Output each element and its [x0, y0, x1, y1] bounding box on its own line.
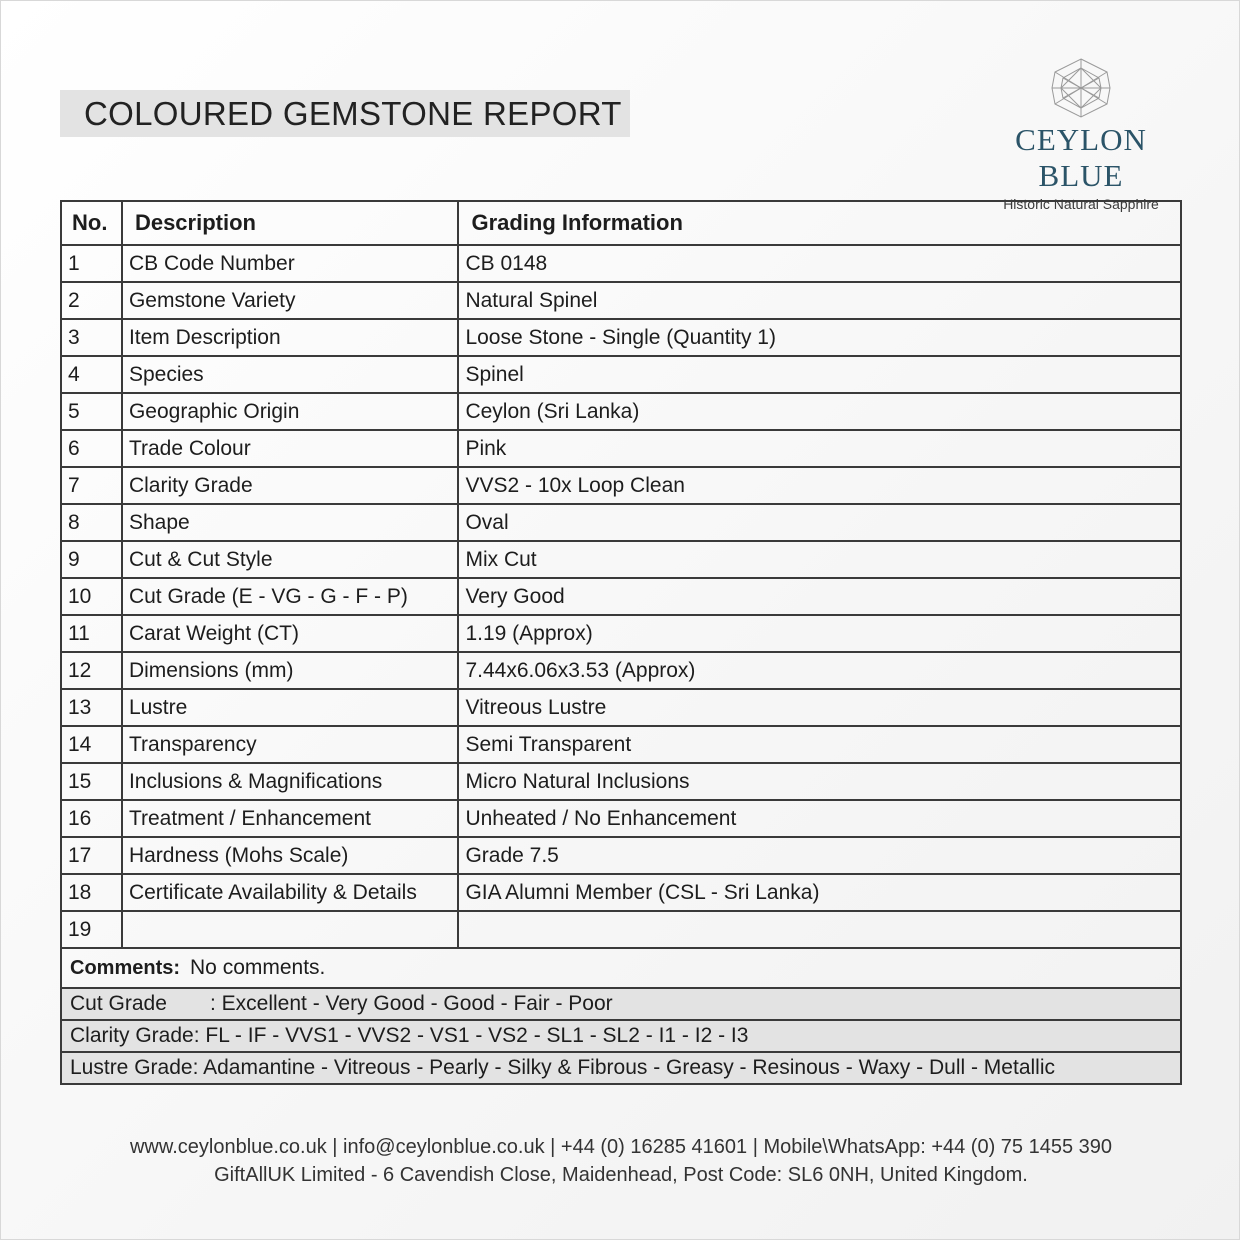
row-number: 12: [61, 652, 122, 689]
row-description: [122, 911, 459, 948]
table-row: [61, 319, 1181, 356]
row-description: CB Code Number: [122, 245, 459, 282]
row-number: 13: [61, 689, 122, 726]
row-value: Oval: [458, 504, 1181, 541]
row-number: 4: [61, 356, 122, 393]
row-number: 10: [61, 578, 122, 615]
table-row: [61, 615, 1181, 652]
header-no: No.: [61, 201, 122, 245]
row-description: Treatment / Enhancement: [122, 800, 459, 837]
row-description: Transparency: [122, 726, 459, 763]
row-value: 7.44x6.06x3.53 (Approx): [458, 652, 1181, 689]
row-number: 18: [61, 874, 122, 911]
legend-row-cut: [61, 988, 1181, 1020]
legend-value: : Adamantine - Vitreous - Pearly - Silky & Fibrous - Greasy - Resinous - Waxy - Dull - Metallic: [192, 1056, 1055, 1079]
legend-row-lustre: [61, 1052, 1181, 1084]
row-description: Species: [122, 356, 459, 393]
row-number: 17: [61, 837, 122, 874]
row-description: Dimensions (mm): [122, 652, 459, 689]
row-value: GIA Alumni Member (CSL - Sri Lanka): [458, 874, 1181, 911]
row-number: 7: [61, 467, 122, 504]
legend-key: Clarity Grade: [70, 1024, 194, 1047]
footer-contact: www.ceylonblue.co.uk | info@ceylonblue.co.uk | +44 (0) 16285 41601 | Mobile\WhatsApp: +44 (0) 75 1455 390: [129, 1136, 1113, 1158]
row-description: Shape: [122, 504, 459, 541]
row-value: Spinel: [458, 356, 1181, 393]
row-description: Gemstone Variety: [122, 282, 459, 319]
row-value: CB 0148: [458, 245, 1181, 282]
row-description: Cut & Cut Style: [122, 541, 459, 578]
comments-cell: [61, 948, 1181, 988]
table-row: [61, 800, 1181, 837]
row-description: Cut Grade (E - VG - G - F - P): [122, 578, 459, 615]
table-row: [61, 504, 1181, 541]
table-row: [61, 911, 1181, 948]
row-value: Micro Natural Inclusions: [458, 763, 1181, 800]
row-number: 3: [61, 319, 122, 356]
table-row: [61, 726, 1181, 763]
row-number: 14: [61, 726, 122, 763]
row-number: 16: [61, 800, 122, 837]
report-title-box: [60, 90, 630, 137]
row-description: Certificate Availability & Details: [122, 874, 459, 911]
row-value: VVS2 - 10x Loop Clean: [458, 467, 1181, 504]
row-value: Unheated / No Enhancement: [458, 800, 1181, 837]
table-row: [61, 282, 1181, 319]
table-row: [61, 467, 1181, 504]
legend-key: Cut Grade: [70, 992, 167, 1015]
table-row: [61, 874, 1181, 911]
row-description: Item Description: [122, 319, 459, 356]
comments-label: Comments:: [70, 957, 181, 979]
row-value: Mix Cut: [458, 541, 1181, 578]
legend-value: : Excellent - Very Good - Good - Fair - Poor: [210, 992, 613, 1015]
row-description: Geographic Origin: [122, 393, 459, 430]
row-number: 5: [61, 393, 122, 430]
legend-row-clarity: [61, 1020, 1181, 1052]
row-value: Vitreous Lustre: [458, 689, 1181, 726]
gem-outline-icon: [1049, 56, 1113, 120]
row-value: Ceylon (Sri Lanka): [458, 393, 1181, 430]
row-number: 8: [61, 504, 122, 541]
report-title: COLOURED GEMSTONE REPORT: [84, 94, 622, 132]
table-row: [61, 578, 1181, 615]
brand-block: [971, 56, 1191, 212]
row-value: [458, 911, 1181, 948]
footer-address: GiftAllUK Limited - 6 Cavendish Close, Maidenhead, Post Code: SL6 0NH, United Kingdom.: [214, 1164, 1028, 1186]
table-row: [61, 763, 1181, 800]
row-value: Very Good: [458, 578, 1181, 615]
table-row: [61, 245, 1181, 282]
row-description: Clarity Grade: [122, 467, 459, 504]
table-row: [61, 837, 1181, 874]
legend-key: Lustre Grade: [70, 1056, 193, 1079]
row-description: Inclusions & Magnifications: [122, 763, 459, 800]
table-row: [61, 393, 1181, 430]
row-value: Natural Spinel: [458, 282, 1181, 319]
row-number: 19: [61, 911, 122, 948]
brand-tagline: Historic Natural Sapphire: [1003, 196, 1159, 212]
comments-value: No comments.: [190, 956, 326, 979]
row-value: Semi Transparent: [458, 726, 1181, 763]
row-number: 6: [61, 430, 122, 467]
row-description: Hardness (Mohs Scale): [122, 837, 459, 874]
table-row: [61, 356, 1181, 393]
row-description: Lustre: [122, 689, 459, 726]
header-grading: Grading Information: [458, 201, 1181, 245]
row-value: Grade 7.5: [458, 837, 1181, 874]
header-description: Description: [122, 201, 459, 245]
table-header-row: [61, 201, 1181, 245]
row-value: 1.19 (Approx): [458, 615, 1181, 652]
row-number: 9: [61, 541, 122, 578]
row-number: 15: [61, 763, 122, 800]
table-body: [61, 245, 1181, 948]
grading-table: [60, 200, 1182, 1085]
table-row: [61, 541, 1181, 578]
legend-value: : FL - IF - VVS1 - VVS2 - VS1 - VS2 - SL1 - SL2 - I1 - I2 - I3: [193, 1024, 749, 1047]
comments-row: [61, 948, 1181, 988]
row-description: Trade Colour: [122, 430, 459, 467]
row-value: Loose Stone - Single (Quantity 1): [458, 319, 1181, 356]
row-number: 11: [61, 615, 122, 652]
row-number: 2: [61, 282, 122, 319]
row-description: Carat Weight (CT): [122, 615, 459, 652]
table-row: [61, 430, 1181, 467]
table-row: [61, 652, 1181, 689]
brand-name: CEYLON BLUE: [1015, 122, 1147, 193]
table-row: [61, 689, 1181, 726]
row-number: 1: [61, 245, 122, 282]
row-value: Pink: [458, 430, 1181, 467]
